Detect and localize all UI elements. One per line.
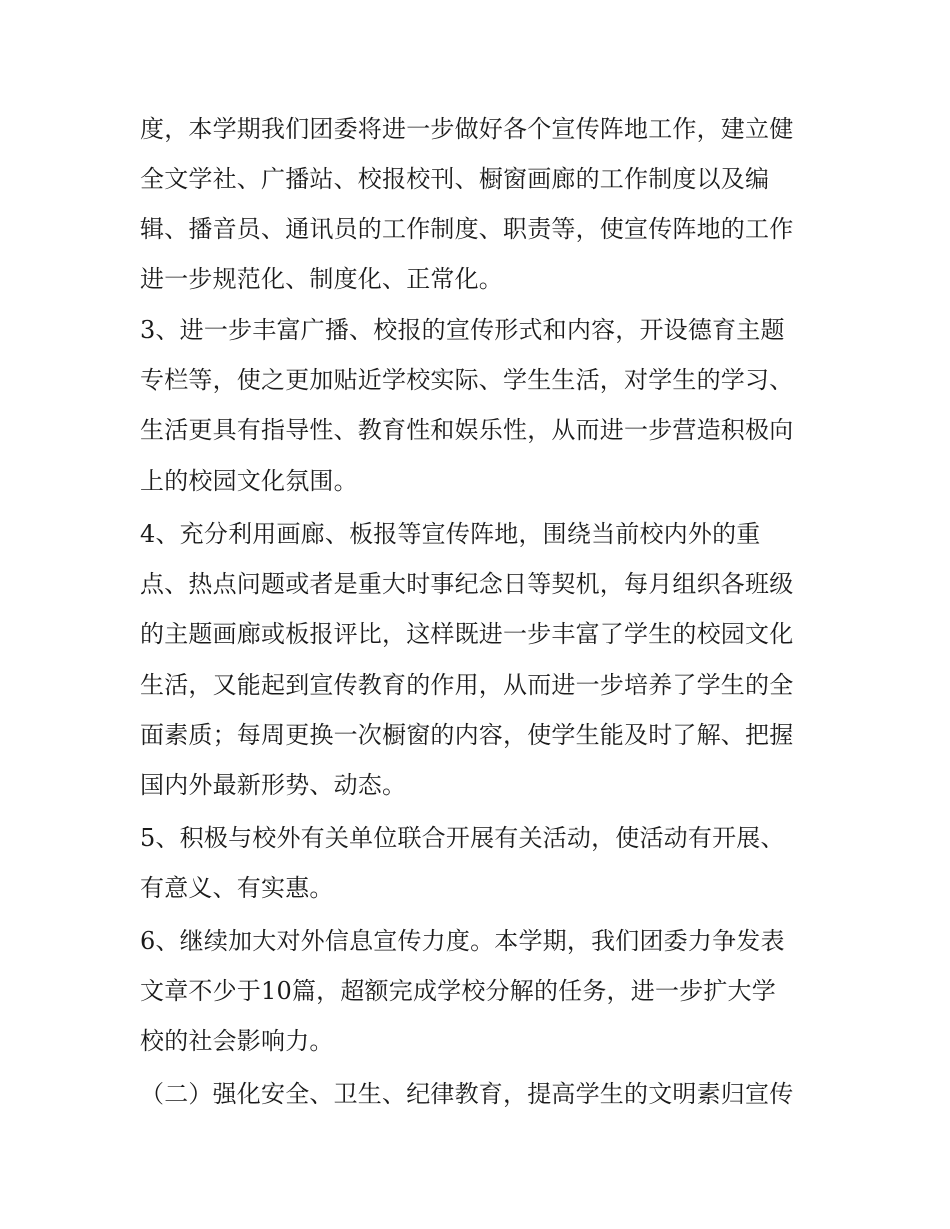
text-line: 生活，又能起到宣传教育的作用，从而进一步培养了学生的全 <box>140 671 794 699</box>
text-line: 上的校园文化氛围。 <box>140 467 358 495</box>
text-line: 专栏等，使之更加贴近学校实际、学生生活，对学生的学习、 <box>140 366 794 394</box>
text-line: 度，本学期我们团委将进一步做好各个宣传阵地工作，建立健 <box>140 115 794 143</box>
text-line: 文章不少于10篇，超额完成学校分解的任务，进一步扩大学 <box>140 977 776 1005</box>
text-line: 3、进一步丰富广播、校报的宣传形式和内容，开设德育主题 <box>140 316 785 344</box>
text-line: 6、继续加大对外信息宣传力度。本学期，我们团委力争发表 <box>140 927 785 955</box>
text-line: 有意义、有实惠。 <box>140 874 334 902</box>
text-line: 面素质；每周更换一次橱窗的内容，使学生能及时了解、把握 <box>140 721 794 749</box>
text-line: 国内外最新形势、动态。 <box>140 771 407 799</box>
text-line: 的主题画廊或板报评比，这样既进一步丰富了学生的校园文化 <box>140 620 794 648</box>
text-line: （二）强化安全、卫生、纪律教育，提高学生的文明素归宣传 <box>140 1080 794 1108</box>
text-line: 生活更具有指导性、教育性和娱乐性，从而进一步营造积极向 <box>140 416 794 444</box>
text-line: 校的社会影响力。 <box>140 1027 334 1055</box>
text-line: 辑、播音员、通讯员的工作制度、职责等，使宣传阵地的工作 <box>140 215 794 243</box>
text-line: 全文学社、广播站、校报校刊、橱窗画廊的工作制度以及编 <box>140 165 770 193</box>
text-line: 4、充分利用画廊、板报等宣传阵地，围绕当前校内外的重 <box>140 520 761 548</box>
text-line: 5、积极与校外有关单位联合开展有关活动，使活动有开展、 <box>140 824 785 852</box>
text-line: 点、热点问题或者是重大时事纪念日等契机，每月组织各班级 <box>140 570 794 598</box>
text-line: 进一步规范化、制度化、正常化。 <box>140 265 503 293</box>
